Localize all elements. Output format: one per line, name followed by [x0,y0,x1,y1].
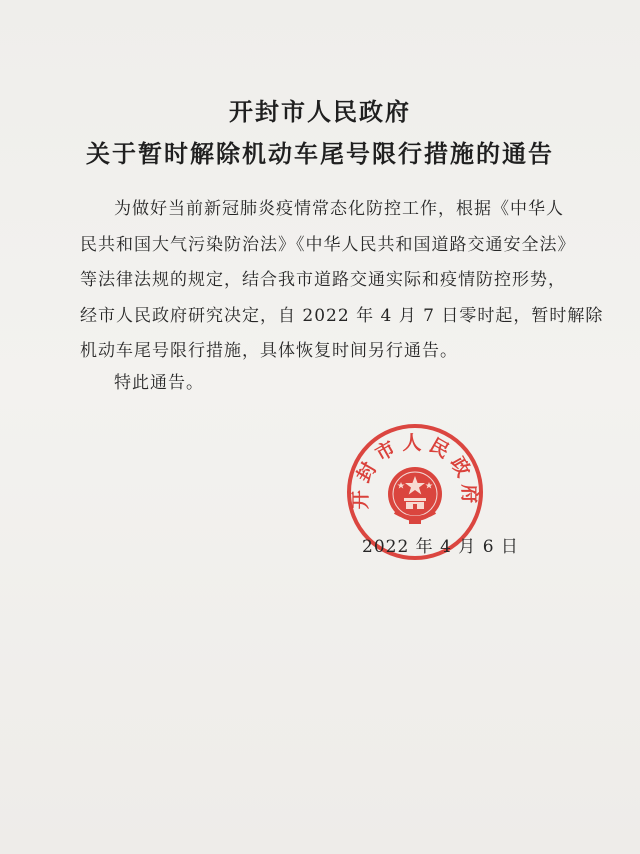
document-subtitle: 关于暂时解除机动车尾号限行措施的通告 [86,139,554,168]
body-line: 民共和国大气污染防治法》《中华人民共和国道路交通安全法》 [80,234,576,255]
svg-text:开封市人民政府: 开封市人民政府 [349,431,481,510]
document-title: 开封市人民政府 [229,97,411,126]
closing-text: 特此通告。 [114,373,204,393]
body-line: 机动车尾号限行措施，具体恢复时间另行通告。 [80,341,458,361]
body-line: 为做好当前新冠肺炎疫情常态化防控工作，根据《中华人 [114,199,564,219]
body-line: 经市人民政府研究决定，自 2022 年 4 月 7 日零时起，暂时解除 [80,305,604,326]
document-date: 2022 年 4 月 6 日 [362,537,519,557]
body-line: 等法律法规的规定，结合我市道路交通实际和疫情防控形势， [80,270,566,290]
notice-body [80,192,604,370]
